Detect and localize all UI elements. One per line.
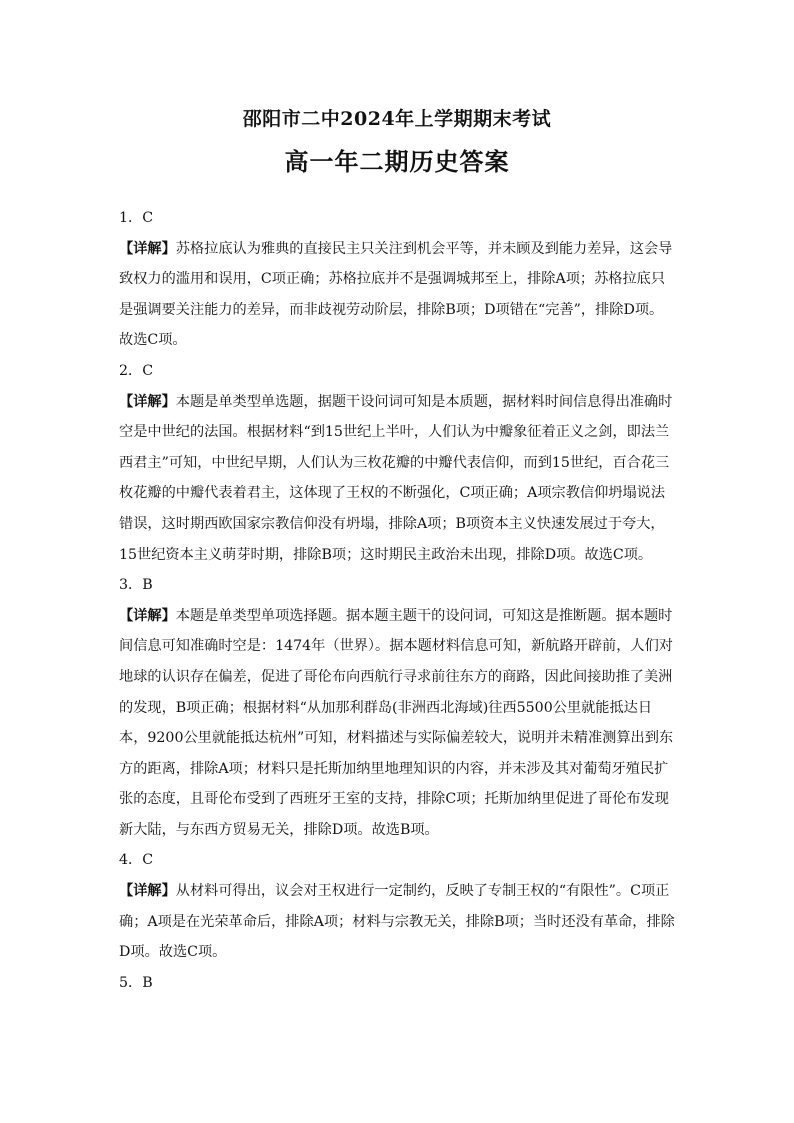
explanation-text: 苏格拉底认为雅典的直接民主只关注到机会平等，并未顾及到能力差异，这会导致权力的滥用和误用，C项正确；苏格拉底并不是强调城邦至上，排除A项；苏格拉底只是强调要关注能力的差异，而非歧视劳动阶层，排除B项；D项错在“完善”，排除D项。故选C项。: [119, 240, 673, 349]
explanation-text: 从材料可得出，议会对王权进行一定制约，反映了专制王权的“有限性”。C项正确；A项是在光荣革命后，排除A项；材料与宗教无关，排除B项；当时还没有革命，排除D项。故选C项。: [119, 883, 675, 961]
explanation-text: 本题是单类型单选题，据题干设问词可知是本质题，据材料时间信息得出准确时空是中世纪的法国。根据材料“到15世纪上半叶，人们认为中瓣象征着正义之剑，即法兰西君主”可知，中世纪早期，人们认为三枚花瓣的中瓣代表信仰，而到15世纪，百合花三枚花瓣的中瓣代表着君主，这体现了王权的不断强化，C项正确；A项宗教信仰坍塌说法错误，这时期西欧国家宗教信仰没有坍塌，排除A项；B项资本主义快速发展过于夸大，15世纪资本主义萌芽时期，排除B项；这时期民主政治未出现，排除D项。故选C项。: [119, 393, 673, 563]
explanation-1: [119, 234, 675, 356]
explanation-3: [119, 601, 675, 846]
answer-1: 1．C: [119, 210, 154, 226]
document-title: 高一年二期历史答案: [284, 148, 510, 176]
answer-3: 3．B: [119, 577, 153, 594]
detail-tag: 【详解】: [119, 883, 176, 900]
answer-5: 5．B: [119, 974, 153, 991]
answer-list: [119, 203, 675, 998]
explanation-4: [119, 876, 675, 968]
answer-2: 2．C: [119, 362, 154, 379]
explanation-2: [119, 387, 675, 571]
detail-tag: 【详解】: [119, 607, 176, 624]
explanation-text: 本题是单类型单项选择题。据本题主题干的设问词，可知这是推断题。据本题时间信息可知准确时空是：1474年（世界）。据本题材料信息可知，新航路开辟前，人们对地球的认识存在偏差，促进了哥伦布向西航行寻求前往东方的商路，因此间接助推了美洲的发现，B项正确；根据材料“从加那利群岛(非洲西北海域)往西5500公里就能抵达日本，9200公里就能抵达杭州”可知，材料描述与实际偏差较大，说明并未精准测算出到东方的距离，排除A项；材料只是托斯加纳里地理知识的内容，并未涉及其对葡萄牙殖民扩张的态度，且哥伦布受到了西班牙王室的支持，排除C项；托斯加纳里促进了哥伦布发现新大陆，与东西方贸易无关，排除D项。故选B项。: [119, 607, 674, 838]
detail-tag: 【详解】: [119, 393, 176, 410]
answer-4: 4．C: [119, 852, 154, 869]
detail-tag: 【详解】: [119, 240, 176, 257]
school-exam-title: 邵阳市二中2024年上学期期末考试: [242, 108, 552, 130]
